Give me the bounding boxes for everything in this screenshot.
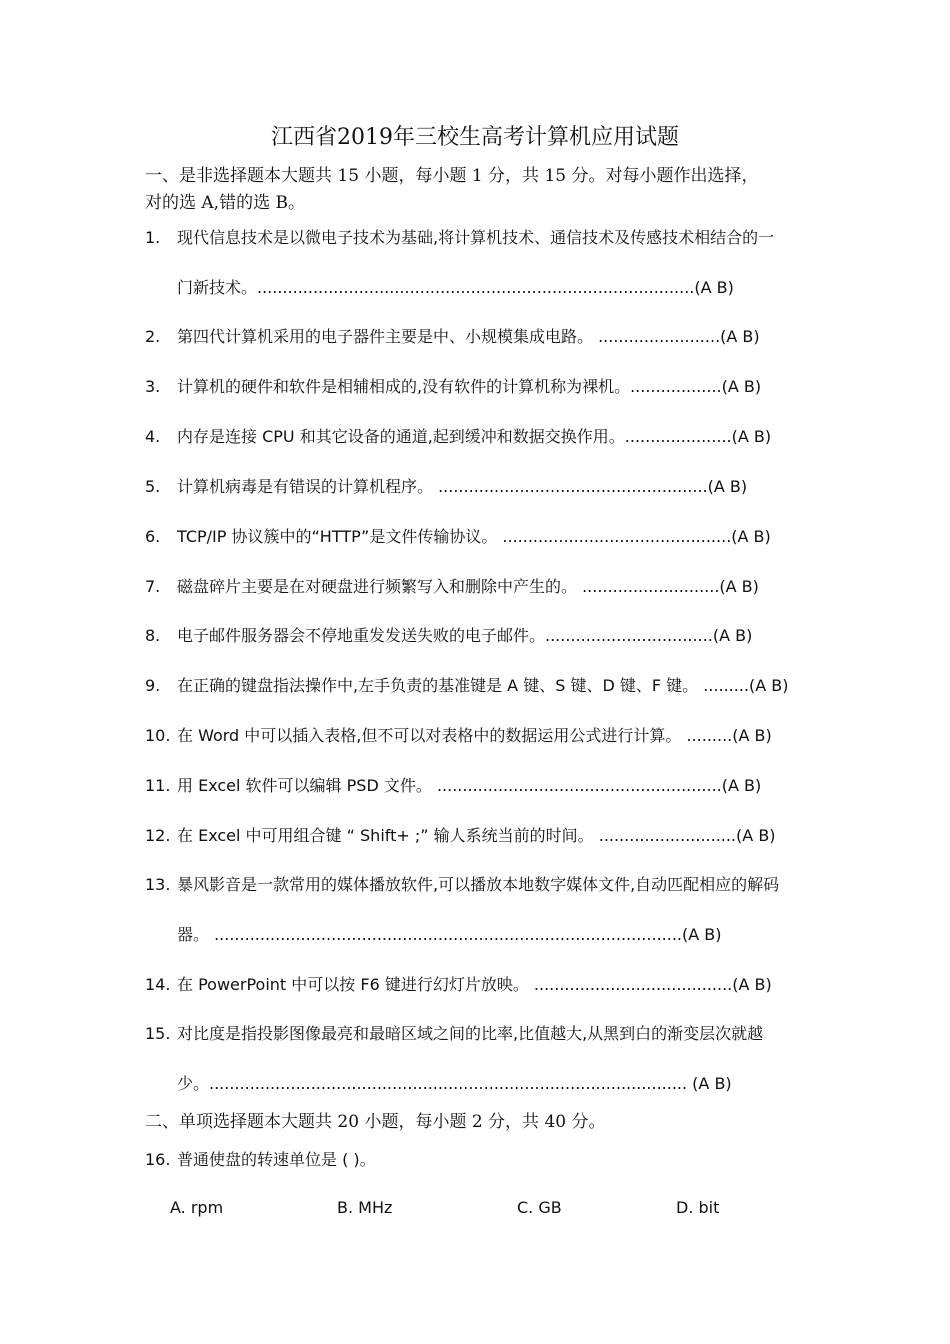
- question-text: 暴风影音是一款常用的媒体播放软件,可以播放本地数字媒体文件,自动匹配相应的解码: [177, 875, 780, 894]
- question-number: 1.: [145, 228, 161, 247]
- question-number: 12.: [145, 826, 171, 845]
- question-text: 在正确的键盘指法操作中,左手负责的基准键是 A 键、S 键、D 键、F 键。 .........(A B): [177, 676, 789, 695]
- question-text: 现代信息技术是以微电子技术为基础,将计算机技术、通信技术及传感技术相结合的一: [177, 228, 775, 247]
- question-number: 6.: [145, 527, 161, 546]
- option-b: B. MHz: [337, 1198, 393, 1217]
- question-number: 5.: [145, 477, 161, 496]
- question-text: 在 Word 中可以插入表格,但不可以对表格中的数据运用公式进行计算。 .........(A B): [177, 726, 772, 745]
- question-number: 8.: [145, 626, 161, 645]
- question-text: 对比度是指投影图像最亮和最暗区域之间的比率,比值越大,从黑到白的渐变层次就越: [177, 1024, 764, 1043]
- question-number: 13.: [145, 875, 171, 894]
- section-1-line-1: 一、是非选择题本大题共 15 小题，每小题 1 分，共 15 分。对每小题作出选择，: [145, 166, 759, 186]
- question-number: 14.: [145, 975, 171, 994]
- question-text: 磁盘碎片主要是在对硬盘进行频繁写入和删除中产生的。 ...........................(A B): [177, 577, 759, 596]
- question-text: 普通使盘的转速单位是 ( )。: [177, 1150, 376, 1169]
- question-text: 在 Excel 中可用组合键 “ Shift+ ;” 输人系统当前的时间。 ...........................(A B): [177, 826, 776, 845]
- question-number: 11.: [145, 776, 171, 795]
- question-text-continued: 器。 ............................................................................................(A B): [177, 925, 722, 944]
- question-number: 10.: [145, 726, 171, 745]
- question-number: 9.: [145, 676, 161, 695]
- question-text: 在 PowerPoint 中可以按 F6 键进行幻灯片放映。 .......................................(A B): [177, 975, 772, 994]
- question-text: 电子邮件服务器会不停地重发发送失败的电子邮件。.................................(A B): [177, 626, 753, 645]
- question-text: 第四代计算机采用的电子器件主要是中、小规模集成电路。 ........................(A B): [177, 327, 760, 346]
- option-c: C. GB: [517, 1198, 562, 1217]
- question-text: TCP/IP 协议簇中的“HTTP”是文件传输协议。 .............................................(A B): [177, 527, 771, 546]
- question-number: 7.: [145, 577, 161, 596]
- question-number: 2.: [145, 327, 161, 346]
- question-text: 内存是连接 CPU 和其它设备的通道,起到缓冲和数据交换作用。.....................(A B): [177, 427, 772, 446]
- page-title: 江西省2019年三校生高考计算机应用试题: [271, 125, 679, 150]
- option-d: D. bit: [676, 1198, 720, 1217]
- question-text-continued: 门新技术。......................................................................................(A B): [177, 278, 734, 297]
- question-number: 16.: [145, 1150, 171, 1169]
- question-text: 用 Excel 软件可以编辑 PSD 文件。 ........................................................(A B): [177, 776, 762, 795]
- question-number: 15.: [145, 1024, 171, 1043]
- question-text: 计算机病毒是有错误的计算机程序。 .....................................................(A B): [177, 477, 748, 496]
- section-2-instructions: 二、单项选择题本大题共 20 小题，每小题 2 分，共 40 分。: [145, 1112, 606, 1132]
- question-text: 计算机的硬件和软件是相辅相成的,没有软件的计算机称为裸机。..................(A B): [177, 377, 762, 396]
- question-number: 4.: [145, 427, 161, 446]
- section-1-instructions: [145, 163, 810, 217]
- question-number: 3.: [145, 377, 161, 396]
- section-1-line-2: 对的选 A,错的选 B。: [145, 193, 305, 213]
- option-a: A. rpm: [170, 1198, 224, 1217]
- question-text-continued: 少。.............................................................................................. (A B): [177, 1074, 732, 1093]
